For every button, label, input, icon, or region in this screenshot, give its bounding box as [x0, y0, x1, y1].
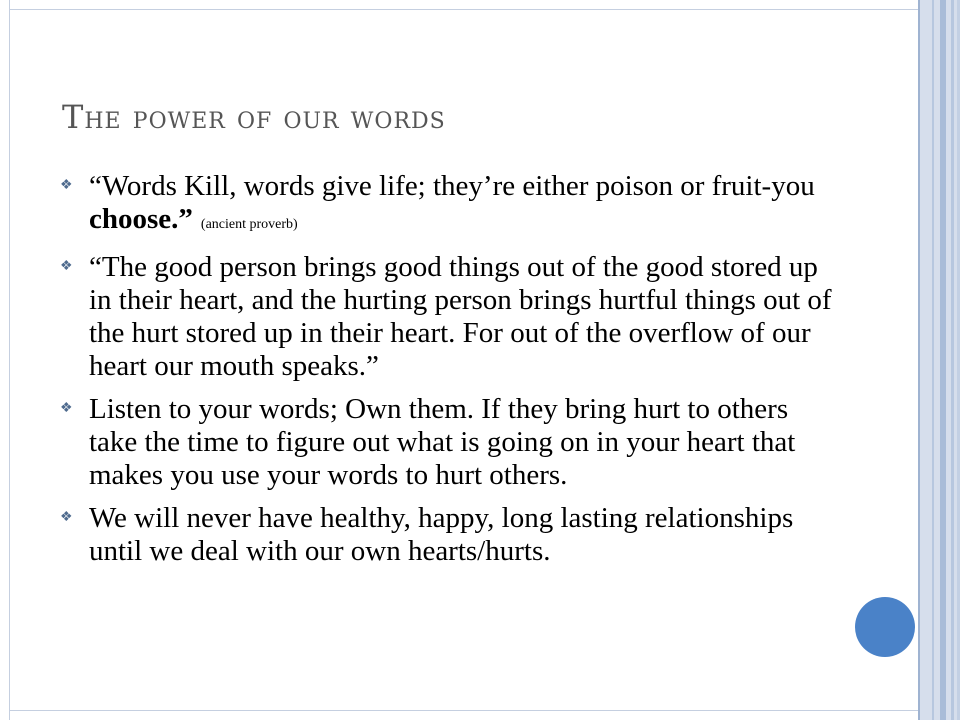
four-diamond-star-icon: ❖	[60, 178, 73, 193]
bullet-text: We will never have healthy, happy, long lasting relationships until we deal with our own hearts/hurts.	[89, 502, 794, 567]
bullet-emphasis: choose.”	[89, 203, 193, 235]
bullet-text: “The good person brings good things out of the good stored up in their heart, and the hurting person brings hurtful things out of the hurt stored up in their heart. For out of the overflow of our heart our mouth speaks.”	[89, 251, 832, 382]
band-stripe	[932, 0, 934, 720]
four-diamond-star-icon: ❖	[60, 401, 73, 416]
bullet-item	[60, 393, 840, 492]
band-stripe	[918, 0, 920, 720]
bullet-item	[60, 170, 840, 241]
band-stripe	[951, 0, 954, 720]
frame-top-line	[9, 9, 919, 10]
band-stripe	[940, 0, 946, 720]
four-diamond-star-icon: ❖	[60, 510, 73, 525]
bullet-text: Listen to your words; Own them. If they bring hurt to others take the time to figure out what is going on in your heart that makes you use your words to hurt others.	[89, 393, 796, 491]
accent-circle	[855, 597, 915, 657]
frame-bottom-line	[9, 710, 919, 711]
bullet-item	[60, 251, 840, 383]
slide-title: The power of our words	[62, 98, 446, 136]
four-diamond-star-icon: ❖	[60, 259, 73, 274]
bullet-text: “Words Kill, words give life; they’re either poison or fruit-you	[89, 170, 815, 202]
bullet-source: (ancient proverb)	[200, 217, 298, 232]
frame-left-line	[9, 0, 10, 720]
bullet-list	[60, 170, 840, 578]
bullet-item	[60, 502, 840, 568]
